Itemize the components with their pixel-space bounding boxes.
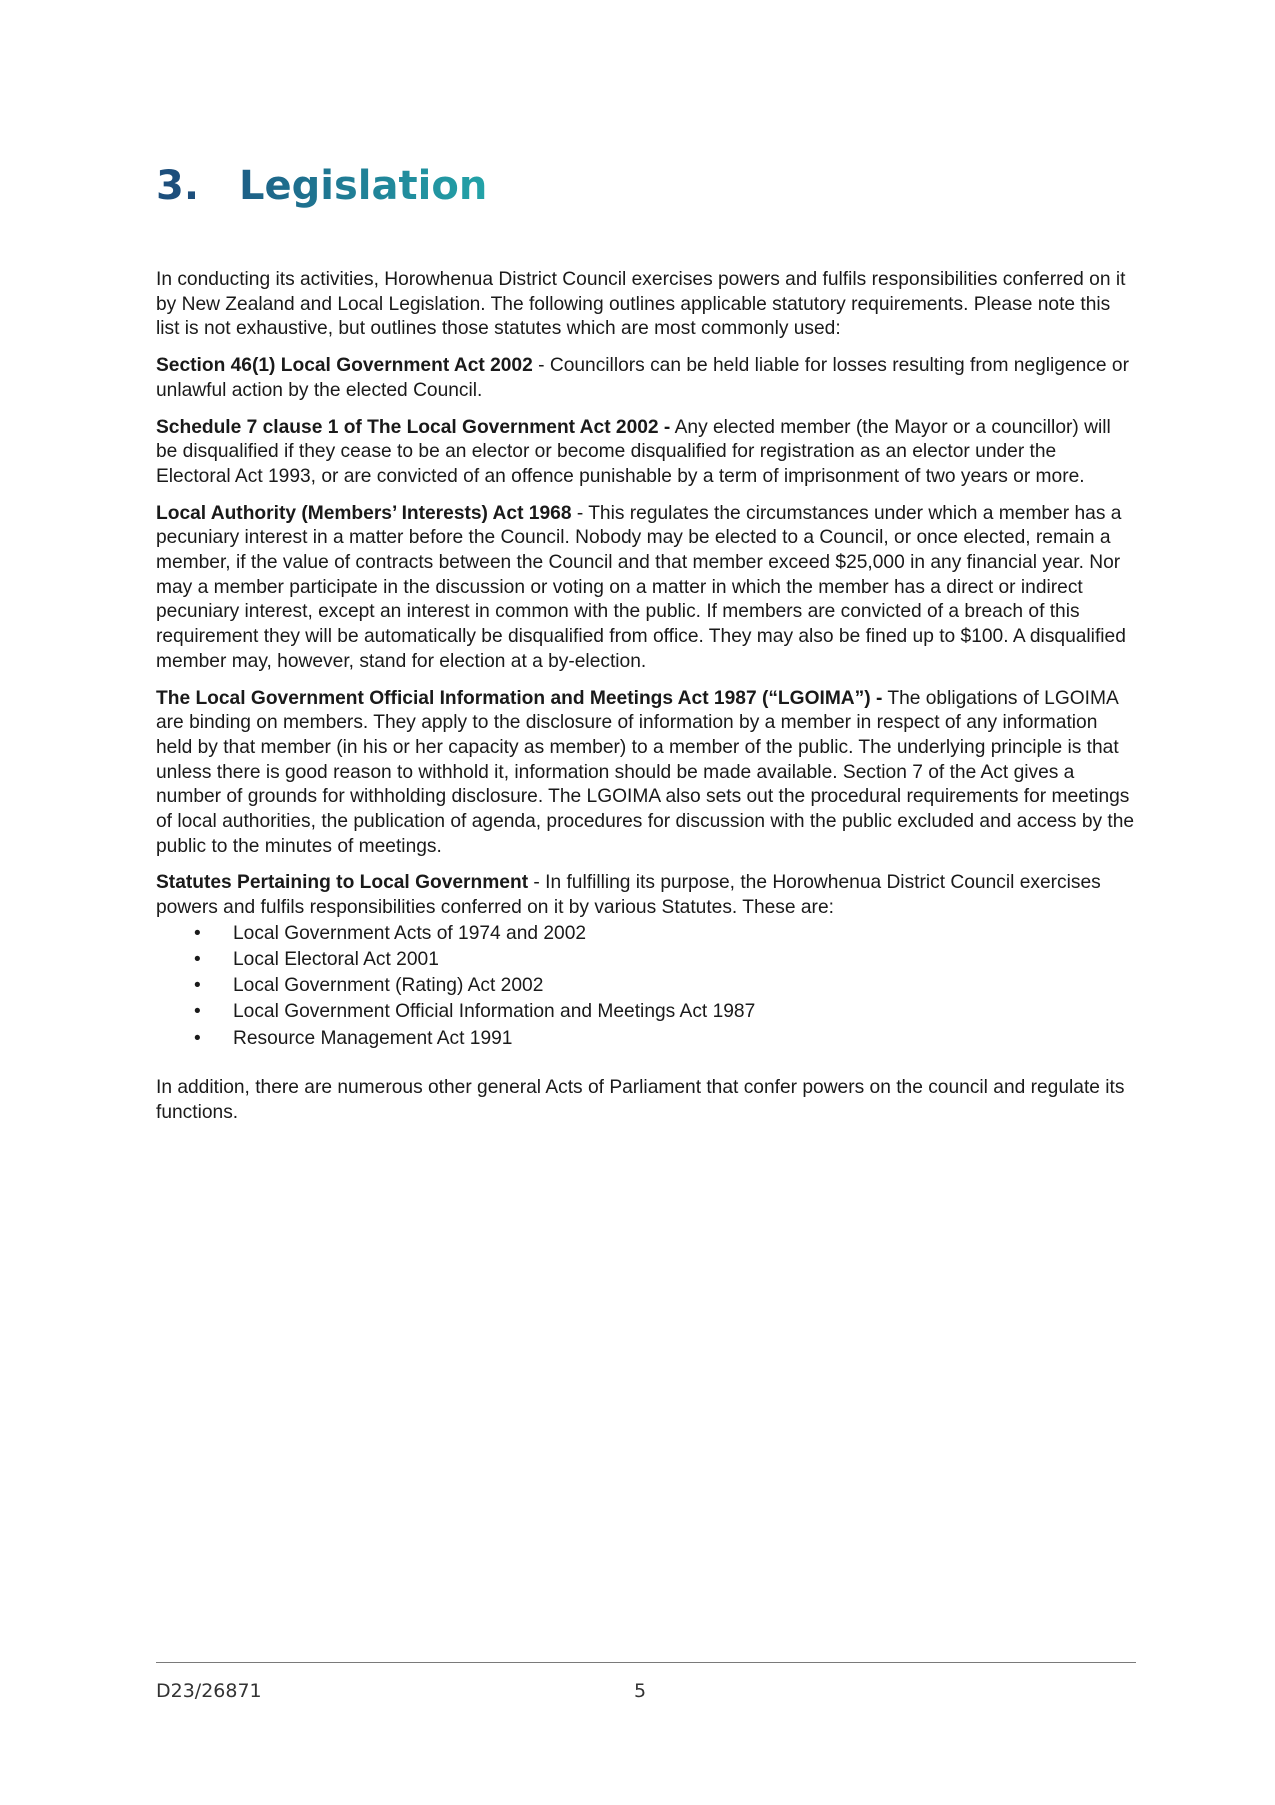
document-reference: D23/26871 bbox=[156, 1680, 262, 1702]
list-item: • Resource Management Act 1991 bbox=[156, 1026, 1136, 1052]
paragraph-text: - In fulfilling its purpose, the Horowhenua District Council exercises powers and fulfils responsibilities conferred on it by various Statutes. These are: bbox=[156, 872, 1101, 919]
paragraph-title: Schedule 7 clause 1 of The Local Government Act 2002 - bbox=[156, 416, 671, 438]
list-item: • Local Electoral Act 2001 bbox=[156, 947, 1136, 973]
paragraph-text: - This regulates the circumstances under which a member has a pecuniary interest in a matter before the Council. Nobody may be elected to a Council, or once elected, remain a member, if the value of contracts between the Council and that member exceed $25,000 in any financial year. Nor may a member participate in the discussion or voting on a matter in which the member has a direct or indirect pecuniary interest, except an interest in common with the public. If members are convicted of a breach of this requirement they will be automatically be disqualified from office. They may also be fined up to $100. A disqualified member may, however, stand for election at a by-election. bbox=[156, 502, 1126, 672]
section-title: Legislation bbox=[239, 163, 488, 209]
intro-paragraph: In conducting its activities, Horowhenua District Council exercises powers and fulfils responsibilities conferred on it by New Zealand and Local Legislation. The following outlines applicable statutory requirements. Please note this list is not exhaustive, but outlines those statutes which are most commonly used: bbox=[156, 269, 1126, 340]
statutes-paragraph bbox=[156, 871, 1136, 920]
members-interests-paragraph bbox=[156, 502, 1136, 675]
statutes-list bbox=[156, 921, 1136, 1052]
page-number: 5 bbox=[634, 1680, 647, 1702]
paragraph-title: Local Authority (Members’ Interests) Act 1968 bbox=[156, 502, 572, 524]
paragraph-text: Any elected member (the Mayor or a councillor) will be disqualified if they cease to be an elector or become disqualified for registration as an elector under the Electoral Act 1993, or are convicted of an offence punishable by a term of imprisonment of two years or more. bbox=[156, 416, 1111, 487]
list-item: • Local Government Official Information and Meetings Act 1987 bbox=[156, 999, 1136, 1025]
paragraph-title: Statutes Pertaining to Local Government bbox=[156, 872, 529, 894]
footer-divider bbox=[156, 1662, 1136, 1663]
list-item: • Local Government Acts of 1974 and 2002 bbox=[156, 921, 1136, 947]
lgoima-paragraph bbox=[156, 687, 1136, 860]
section-heading bbox=[156, 160, 487, 212]
paragraph-title: Section 46(1) Local Government Act 2002 bbox=[156, 355, 533, 377]
section-number: 3. bbox=[156, 163, 200, 209]
body-text bbox=[156, 268, 1136, 1137]
paragraph-text: The obligations of LGOIMA are binding on members. They apply to the disclosure of information by a member in respect of any information held by that member (in his or her capacity as member) to a member of the public. The underlying principle is that unless there is good reason to withhold it, information should be made available. Section 7 of the Act gives a number of grounds for withholding disclosure. The LGOIMA also sets out the procedural requirements for meetings of local authorities, the publication of agenda, procedures for discussion with the public excluded and access by the public to the minutes of meetings. bbox=[156, 687, 1135, 857]
paragraph-title: The Local Government Official Information and Meetings Act 1987 (“LGOIMA”) - bbox=[156, 687, 883, 709]
closing-paragraph: In addition, there are numerous other general Acts of Parliament that confer powers on the council and regulate its functions. bbox=[156, 1076, 1125, 1123]
section-46-paragraph bbox=[156, 354, 1136, 403]
list-item: • Local Government (Rating) Act 2002 bbox=[156, 973, 1136, 999]
paragraph-text: - Councillors can be held liable for losses resulting from negligence or unlawful action by the elected Council. bbox=[156, 355, 1129, 401]
schedule-7-paragraph bbox=[156, 416, 1136, 490]
